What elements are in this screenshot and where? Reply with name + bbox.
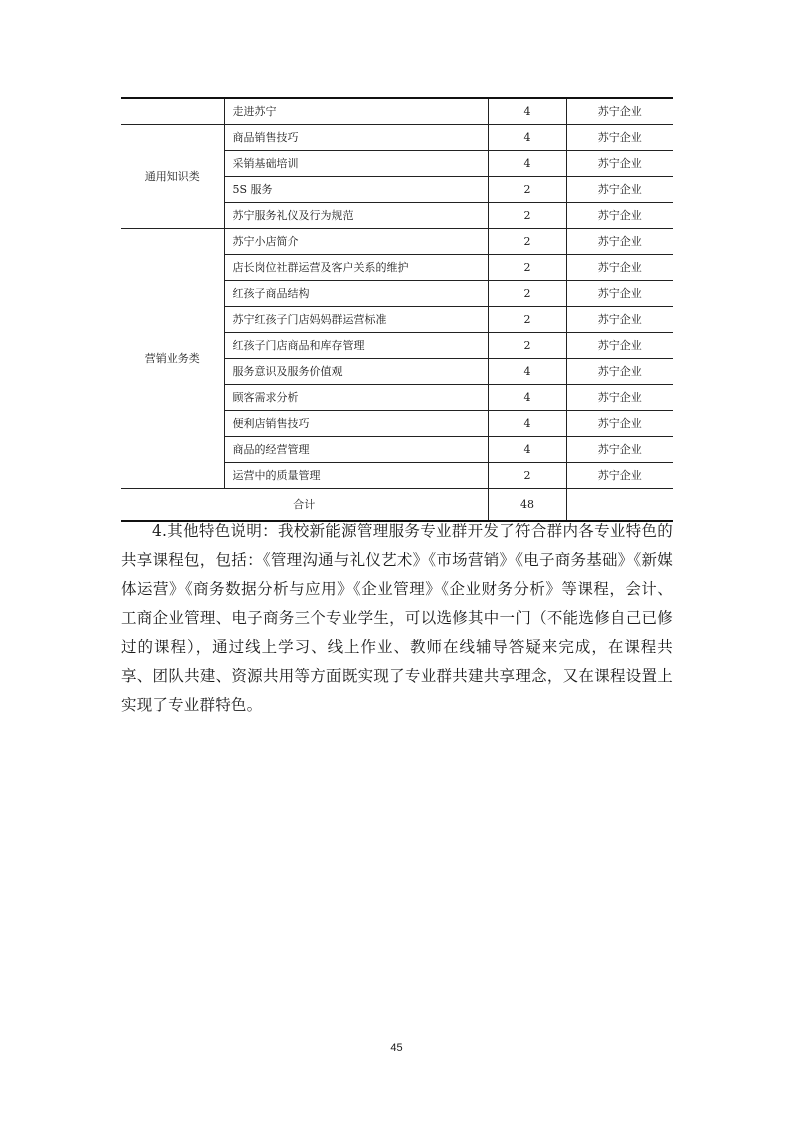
total-hours: 48: [488, 489, 566, 522]
course-hours: 4: [488, 151, 566, 177]
course-provider: 苏宁企业: [566, 151, 673, 177]
course-name: 走进苏宁: [224, 98, 488, 125]
course-provider: 苏宁企业: [566, 307, 673, 333]
course-hours: 2: [488, 463, 566, 489]
table-row: [121, 229, 673, 255]
course-provider: 苏宁企业: [566, 98, 673, 125]
category-marketing: 营销业务类: [121, 229, 224, 489]
course-name: 苏宁小店简介: [224, 229, 488, 255]
course-provider: 苏宁企业: [566, 125, 673, 151]
category-general: 通用知识类: [121, 125, 224, 229]
category-cell-empty: [121, 98, 224, 125]
course-name: 商品销售技巧: [224, 125, 488, 151]
course-provider: 苏宁企业: [566, 333, 673, 359]
course-hours: 4: [488, 98, 566, 125]
course-hours: 4: [488, 385, 566, 411]
course-name: 服务意识及服务价值观: [224, 359, 488, 385]
course-name: 运营中的质量管理: [224, 463, 488, 489]
course-hours: 2: [488, 281, 566, 307]
course-hours: 4: [488, 125, 566, 151]
course-table: [121, 97, 673, 522]
course-provider: 苏宁企业: [566, 437, 673, 463]
course-hours: 2: [488, 229, 566, 255]
course-provider: 苏宁企业: [566, 411, 673, 437]
course-name: 商品的经营管理: [224, 437, 488, 463]
table-row: [121, 98, 673, 125]
course-name: 红孩子商品结构: [224, 281, 488, 307]
course-name: 红孩子门店商品和库存管理: [224, 333, 488, 359]
table-row: [121, 125, 673, 151]
course-hours: 4: [488, 359, 566, 385]
course-hours: 2: [488, 203, 566, 229]
course-name: 店长岗位社群运营及客户关系的维护: [224, 255, 488, 281]
course-hours: 2: [488, 177, 566, 203]
course-provider: 苏宁企业: [566, 281, 673, 307]
course-provider: 苏宁企业: [566, 177, 673, 203]
course-name: 5S 服务: [224, 177, 488, 203]
course-hours: 4: [488, 437, 566, 463]
course-hours: 4: [488, 411, 566, 437]
total-label: 合计: [121, 489, 488, 522]
feature-description-paragraph: 4.其他特色说明：我校新能源管理服务专业群开发了符合群内各专业特色的共享课程包，包括：《管理沟通与礼仪艺术》《市场营销》《电子商务基础》《新媒体运营》《商务数据分析与应用》《企业管理》《企业财务分析》等课程，会计、工商企业管理、电子商务三个专业学生，可以选修其中一门（不能选修自己已修过的课程），通过线上学习、线上作业、教师在线辅导答疑来完成，在课程共享、团队共建、资源共用等方面既实现了专业群共建共享理念，又在课程设置上实现了专业群特色。: [121, 522, 673, 714]
course-provider: 苏宁企业: [566, 255, 673, 281]
course-hours: 2: [488, 255, 566, 281]
course-provider: 苏宁企业: [566, 385, 673, 411]
course-name: 苏宁服务礼仪及行为规范: [224, 203, 488, 229]
course-hours: 2: [488, 333, 566, 359]
course-provider: 苏宁企业: [566, 203, 673, 229]
course-name: 顾客需求分析: [224, 385, 488, 411]
page-number: 45: [390, 1042, 403, 1054]
course-provider: 苏宁企业: [566, 229, 673, 255]
course-table-container: [121, 97, 673, 522]
course-provider: 苏宁企业: [566, 463, 673, 489]
course-provider: 苏宁企业: [566, 359, 673, 385]
course-name: 采销基础培训: [224, 151, 488, 177]
course-name: 苏宁红孩子门店妈妈群运营标准: [224, 307, 488, 333]
course-hours: 2: [488, 307, 566, 333]
course-name: 便利店销售技巧: [224, 411, 488, 437]
